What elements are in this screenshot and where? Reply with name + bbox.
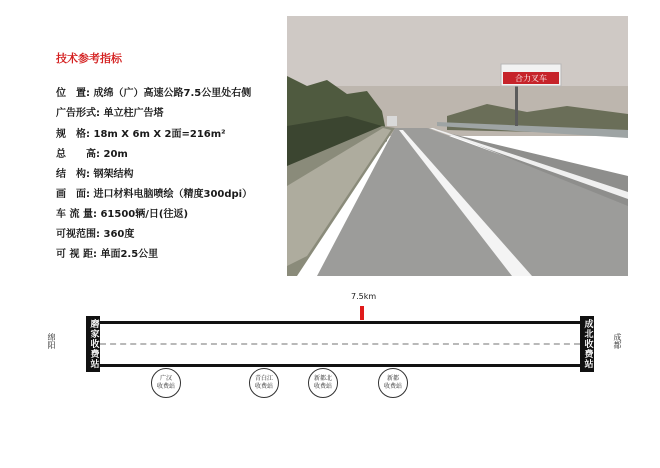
toll-qingbaijiang xyxy=(249,368,279,398)
highway-photo xyxy=(287,16,628,276)
spec-location xyxy=(56,84,251,99)
spec-label: 可视范围: xyxy=(56,229,100,240)
spec-visible-range xyxy=(56,225,134,240)
left-end-city: 绵阳 xyxy=(47,333,56,349)
toll-label: 新都 收费站 xyxy=(383,375,402,390)
right-toll-station xyxy=(580,316,594,372)
spec-height xyxy=(56,145,128,160)
spec-label: 位 置: xyxy=(56,88,90,99)
spec-value: 18m X 6m X 2面=216m² xyxy=(93,129,226,140)
spec-label: 画 面: xyxy=(56,189,90,200)
page-title: 技术参考指标 xyxy=(56,52,122,65)
left-toll-station xyxy=(86,316,100,372)
spec-label: 广告形式: xyxy=(56,108,100,119)
spec-print xyxy=(56,185,252,200)
road-center-line xyxy=(100,343,580,345)
spec-value: 钢架结构 xyxy=(93,169,134,180)
spec-size xyxy=(56,125,226,140)
spec-ad-form xyxy=(56,104,163,119)
spec-value: 61500辆/日(往返) xyxy=(100,209,189,220)
spec-label: 可 视 距: xyxy=(56,249,97,260)
spec-value: 20m xyxy=(103,149,128,160)
toll-label: 青白江 收费站 xyxy=(254,375,273,390)
road-edge-top xyxy=(96,321,584,324)
road-edge-bottom xyxy=(96,364,584,367)
spec-value: 进口材料电脑喷绘（精度300dpi） xyxy=(93,189,253,200)
spec-label: 总 高: xyxy=(56,149,100,160)
toll-guanghan xyxy=(151,368,181,398)
spec-structure xyxy=(56,165,133,180)
billboard-position-marker xyxy=(360,306,364,320)
right-station-label: 成北收费站 xyxy=(582,319,593,369)
billboard-text: 合力叉车 xyxy=(515,74,547,83)
spec-value: 成绵（广）高速公路7.5公里处右侧 xyxy=(93,88,252,99)
spec-visible-distance xyxy=(56,245,158,260)
toll-label: 新都北 收费站 xyxy=(313,375,332,390)
right-end-city: 成都 xyxy=(613,333,622,349)
spec-traffic xyxy=(56,205,188,220)
spec-value: 单面2.5公里 xyxy=(100,249,159,260)
spec-value: 单立柱广告塔 xyxy=(103,108,164,119)
spec-label: 车 流 量: xyxy=(56,209,97,220)
left-station-label: 磨家收费站 xyxy=(88,319,99,369)
distant-truck xyxy=(387,116,397,126)
highway-scene xyxy=(287,16,628,276)
km-label: 7.5km xyxy=(351,292,377,301)
spec-value: 360度 xyxy=(103,229,135,240)
toll-xindu-north xyxy=(308,368,338,398)
toll-label: 广汉 收费站 xyxy=(156,375,175,390)
spec-label: 规 格: xyxy=(56,129,90,140)
toll-xindu xyxy=(378,368,408,398)
spec-label: 结 构: xyxy=(56,169,90,180)
